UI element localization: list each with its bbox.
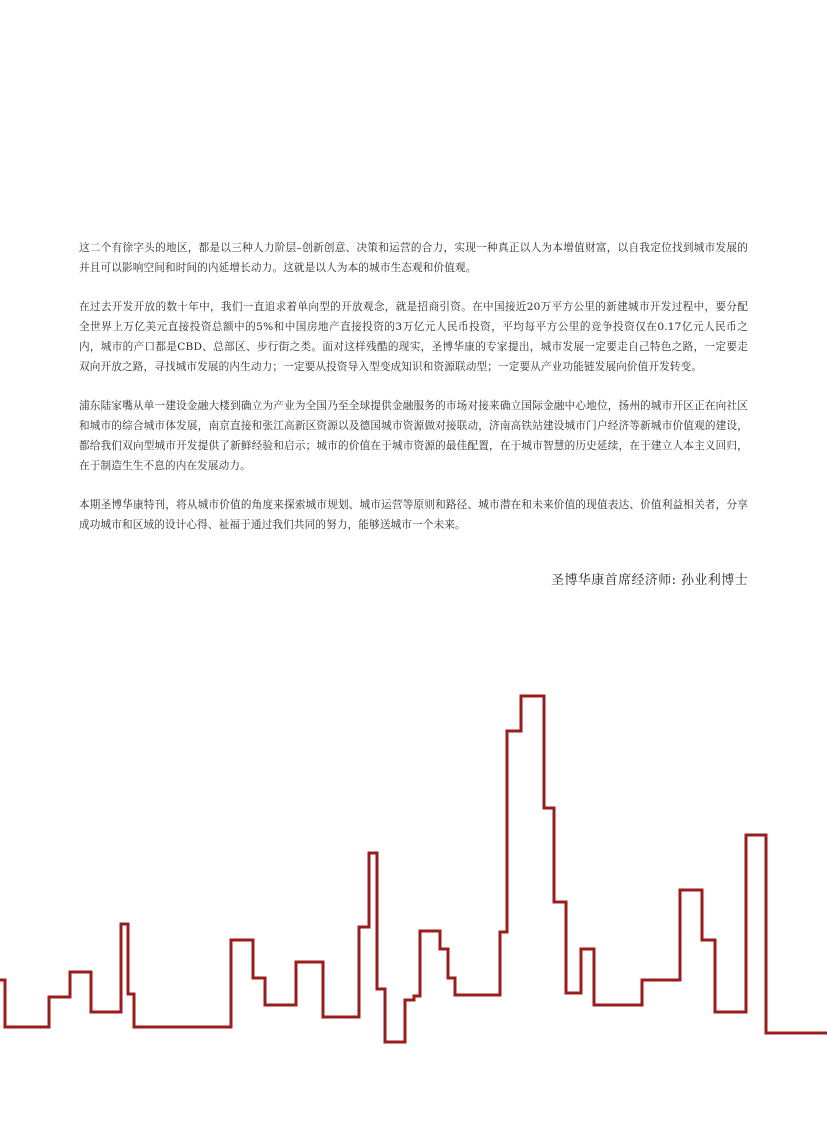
paragraph-1: 这二个有徐字头的地区，都是以三种人力阶层–创新创意、决策和运营的合力，实现一种真正以人为本增值财富，以自我定位找到城市发展的并且可以影响空间和时间的内延增长动力。这就是以人为本的城市生态观和价值观。 xyxy=(79,242,748,274)
paragraph-2: 在过去开发开放的数十年中，我们一直追求着单向型的开放观念，就是招商引资。在中国接近20万平方公里的新建城市开发过程中，要分配全世界上万亿美元直接投资总额中的5%和中国房地产直接投资的3万亿元人民币投资，平均每平方公里的竞争投资仅在0.17亿元人民币之内，城市的产口都是CBD、总部区、步行街之类。面对这样残酷的现实，圣博华康的专家提出，城市发展一定要走自己特色之路，一定要走双向开放之路，寻找城市发展的内生动力；一定要从投资导入型变成知识和资源联动型；一定要从产业功能链发展向价值开发转变。 xyxy=(79,301,748,373)
city-skyline-illustration xyxy=(0,690,827,1050)
skyline-outline xyxy=(0,696,827,1042)
paragraph-4: 本期圣博华康特刊，将从城市价值的角度来探索城市规划、城市运营等原则和路径、城市潜在和未来价值的现值表达、价值利益相关者，分享成功城市和区域的设计心得、祉福于通过我们共同的努力，能够送城市一个未来。 xyxy=(79,499,748,531)
article-body xyxy=(79,238,748,554)
author-signature: 圣博华康首席经济师: 孙业利博士 xyxy=(551,573,748,588)
paragraph-3: 浦东陆家嘴从单一建设金融大楼到确立为产业为全国乃至全球提供金融服务的市场对接来确立国际金融中心地位，扬州的城市开区正在向社区和城市的综合城市体发展，南京直接和张江高新区资源以及德国城市资源做对接联动，济南高铁站建设城市门户经济等新城市价值观的建设，都给我们双向型城市开发提供了新鲜经验和启示；城市的价值在于城市资源的最佳配置，在于城市智慧的历史延续，在于建立人本主义回归，在于制造生生不息的内在发展动力。 xyxy=(79,400,748,472)
